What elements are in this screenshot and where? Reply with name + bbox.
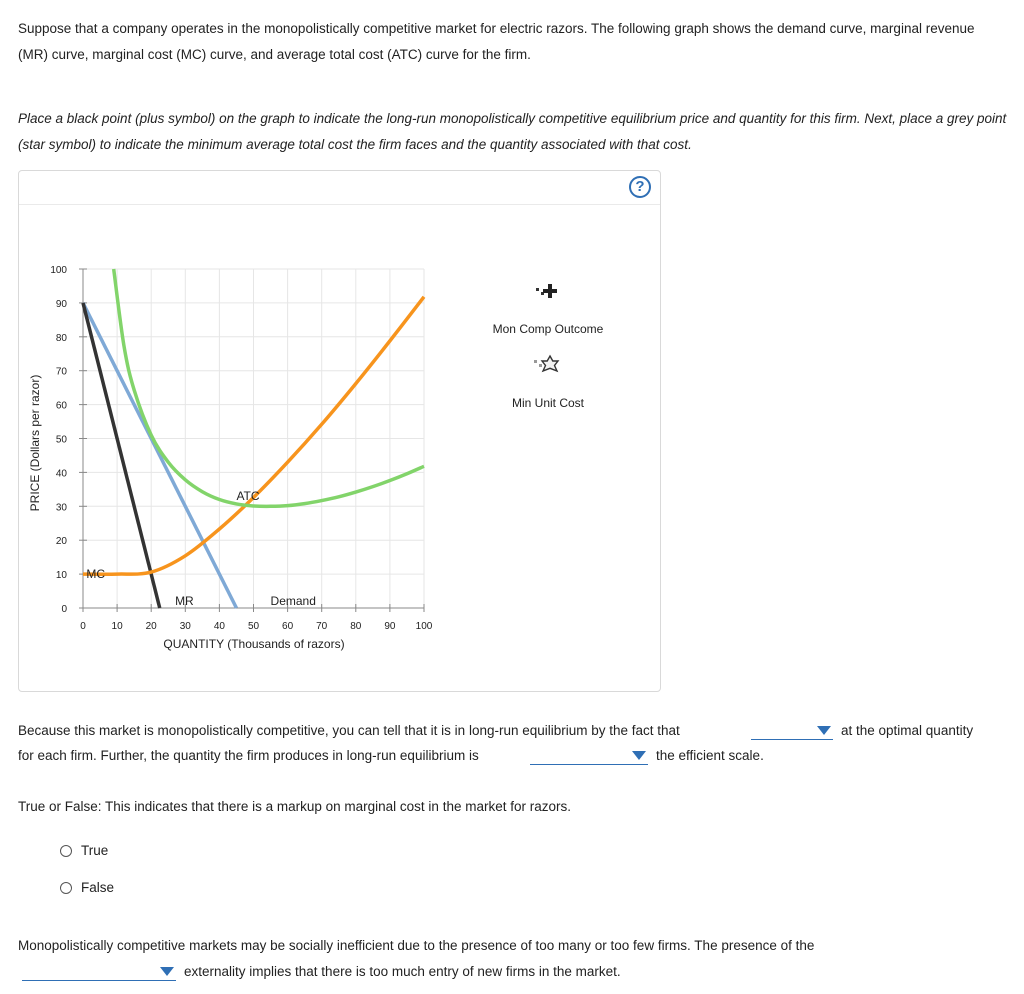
y-tick-label: 80 <box>55 332 67 344</box>
q2-question: True or False: This indicates that there is a markup on marginal cost in the market for razors. <box>18 799 571 814</box>
radio-circle <box>60 845 72 857</box>
star-icon <box>542 356 558 371</box>
radio-true-label: True <box>81 843 109 858</box>
y-tick-label: 0 <box>61 604 67 615</box>
atc-label: ATC <box>236 489 260 504</box>
demand-label: Demand <box>270 594 316 609</box>
y-tick-label: 40 <box>55 468 67 480</box>
y-tick-label: 60 <box>55 400 67 412</box>
chart-axes <box>50 265 432 632</box>
q1-text-3: for each firm. Further, the quantity the firm produces in long-run equilibrium is <box>18 748 479 763</box>
plus-icon <box>543 284 557 298</box>
chart-grid <box>83 269 424 608</box>
radio-false[interactable] <box>60 878 114 898</box>
plus-tool[interactable] <box>536 284 557 298</box>
x-axis-label: QUANTITY (Thousands of razors) <box>163 637 345 651</box>
x-tick-label: 80 <box>350 621 362 632</box>
graph-panel <box>18 170 661 692</box>
y-tick-label: 30 <box>55 502 67 514</box>
y-tick-label: 70 <box>55 366 67 378</box>
y-tick-label: 10 <box>55 570 67 582</box>
plus-tool-handle <box>536 288 539 291</box>
x-tick-label: 90 <box>384 621 396 632</box>
q1-dropdown-1[interactable] <box>751 721 833 740</box>
x-tick-label: 70 <box>316 621 328 632</box>
y-tick-label: 50 <box>55 434 67 446</box>
x-tick-label: 50 <box>247 621 260 632</box>
q1-text-4: the efficient scale. <box>656 748 764 763</box>
y-tick-label: 90 <box>55 298 67 310</box>
q1-dropdown-2[interactable] <box>530 746 648 765</box>
x-tick-label: 0 <box>80 621 86 632</box>
star-tool-handle <box>539 364 542 367</box>
mc-label: MC <box>86 567 106 582</box>
radio-true[interactable] <box>60 841 108 861</box>
graph-svg <box>19 171 660 691</box>
x-tick-label: 30 <box>179 621 191 632</box>
y-axis-label: PRICE (Dollars per razor) <box>28 374 42 512</box>
chevron-down-icon <box>817 726 831 735</box>
x-tick-label: 100 <box>415 621 433 632</box>
y-tick-label: 20 <box>55 536 67 548</box>
mon-comp-outcome-label: Mon Comp Outcome <box>492 322 604 336</box>
min-unit-cost-label: Min Unit Cost <box>511 396 585 410</box>
radio-circle <box>60 882 72 894</box>
x-tick-label: 20 <box>145 621 157 632</box>
chevron-down-icon <box>160 967 174 976</box>
q3-dropdown[interactable] <box>22 962 176 981</box>
x-tick-label: 40 <box>213 621 225 632</box>
chevron-down-icon <box>632 751 646 760</box>
star-tool[interactable] <box>534 356 558 371</box>
atc-curve <box>114 269 424 506</box>
q3-text-2: externality implies that there is too much entry of new firms in the market. <box>184 964 621 979</box>
q1-text-1: Because this market is monopolistically competitive, you can tell that it is in long-run equilibrium by the fact that <box>18 723 680 738</box>
mr-curve <box>83 303 160 608</box>
instructions-text: Place a black point (plus symbol) on the graph to indicate the long-run monopolistically competitive equilibrium price and quantity for this firm. Next, place a grey point (star symbol) to indicate the minimum average total cost the firm faces and the quantity associated with that cost. <box>18 111 1007 152</box>
radio-false-label: False <box>81 880 115 895</box>
q1-text-2: at the optimal quantity <box>841 723 974 738</box>
y-tick-label: 100 <box>50 265 67 276</box>
q3-text-1: Monopolistically competitive markets may be socially inefficient due to the presence of too many or too few firms. The presence of the <box>18 938 815 953</box>
intro-text: Suppose that a company operates in the monopolistically competitive market for electric razors. The following graph shows the demand curve, marginal revenue (MR) curve, marginal cost (MC) curve, and average total cost (ATC) curve for the firm. <box>18 21 975 62</box>
star-tool-handle <box>534 360 537 363</box>
x-tick-label: 10 <box>111 621 123 632</box>
x-tick-label: 60 <box>282 621 294 632</box>
help-button[interactable]: ? <box>629 176 651 198</box>
mr-label: MR <box>175 594 194 609</box>
demand-curve <box>83 303 236 608</box>
